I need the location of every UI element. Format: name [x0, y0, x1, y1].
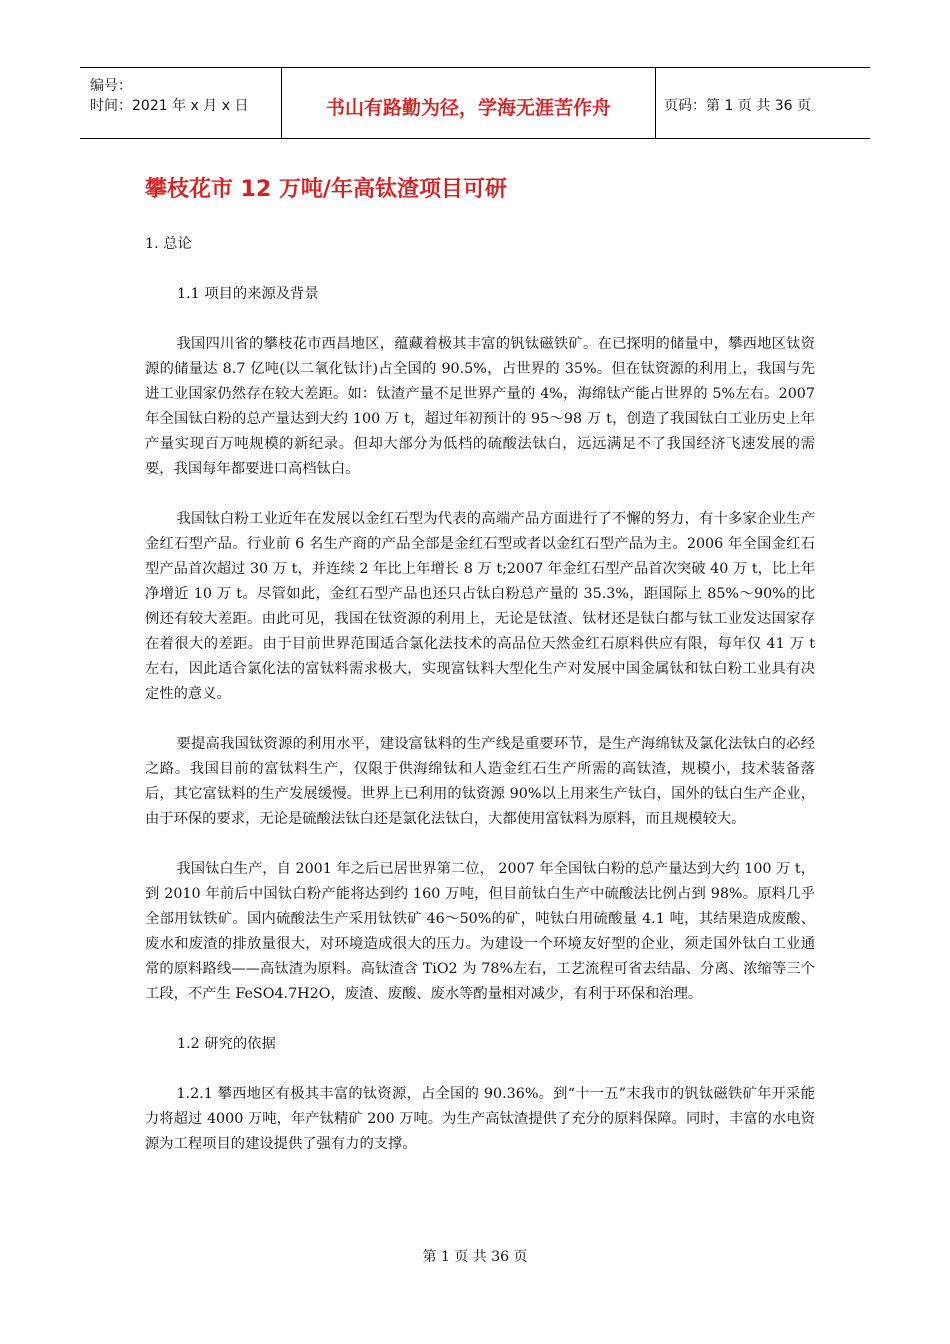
document-body [145, 232, 815, 1182]
paragraph: 我国钛白粉工业近年在发展以金红石型为代表的高端产品方面进行了不懈的努力，有十多家企业生产金红石型产品。行业前 6 名生产商的产品全部是金红石型或者以金红石型产品为主。2006 年全国金红石型产品首次超过 30 万 t，并连续 2 年比上年增长 8 万 t;2007 年金红石型产品首次突破 40 万 t，比上年净增近 10 万 t。尽管如此，金红石型产品也还只占钛白粉总产量的 35.3%，距国际上 85%～90%的比例还有较大差距。由此可见，我国在钛资源的利用上，无论是钛渣、钛材还是钛白都与钛工业发达国家存在着很大的差距。由于目前世界范围适合氯化法技术的高品位天然金红石原料供应有限，每年仅 41 万 t 左右，因此适合氯化法的富钛料需求极大，实现富钛料大型化生产对发展中国金属钛和钛白粉工业具有决定性的意义。 [145, 511, 815, 702]
time-label: 时间：2021 年 x 月 x 日 [90, 98, 249, 114]
section-heading-1-2: 1.2 研究的依据 [177, 1036, 276, 1052]
paragraph: 我国四川省的攀枝花市西昌地区，蕴藏着极其丰富的钒钛磁铁矿。在已探明的储量中，攀西地区钛资源的储量达 8.7 亿吨(以二氧化钛计)占全国的 90.5%，占世界的 35%。但在钛资源的利用上，我国与先进工业国家仍然存在较大差距。如：钛渣产量不足世界产量的 4%，海绵钛产能占世界的 5%左右。2007 年全国钛白粉的总产量达到大约 100 万 t，超过年初预计的 95～98 万 t，创造了我国钛白工业历史上年产量实现百万吨规模的新纪录。但却大部分为低档的硫酸法钛白，远远满足不了我国经济飞速发展的需要，我国每年都要进口高档钛白。 [145, 336, 815, 477]
document-header [80, 67, 870, 139]
paragraph: 1.2.1 攀西地区有极其丰富的钛资源，占全国的 90.36%。到“十一五”末我市的钒钛磁铁矿年开采能力将超过 4000 万吨，年产钛精矿 200 万吨。为生产高钛渣提供了充分的原料保障。同时，丰富的水电资源为工程项目的建设提供了强有力的支撑。 [145, 1086, 815, 1152]
header-meta [80, 68, 281, 138]
number-label: 编号： [90, 78, 132, 94]
page-footer: 第 1 页 共 36 页 [422, 1249, 528, 1265]
paragraph: 要提高我国钛资源的利用水平，建设富钛料的生产线是重要环节，是生产海绵钛及氯化法钛白的必经之路。我国目前的富钛料生产，仅限于供海绵钛和人造金红石生产所需的高钛渣，规模小，技术装备落后，其它富钛料的生产发展缓慢。世界上已利用的钛资源 90%以上用来生产钛白，国外的钛白生产企业，由于环保的要求，无论是硫酸法钛白还是氯化法钛白，大都使用富钛料为原料，而且规模较大。 [145, 736, 815, 827]
paragraph: 我国钛白生产，自 2001 年之后已居世界第二位， 2007 年全国钛白粉的总产量达到大约 100 万 t，到 2010 年前后中国钛白粉产能将达到约 160 万吨，但目前钛白生产中硫酸法比例占到 98%。原料几乎全部用钛铁矿。国内硫酸法生产采用钛铁矿 46～50%的矿，吨钛白用硫酸量 4.1 吨，其结果造成废酸、废水和废渣的排放量很大，对环境造成很大的压力。为建设一个环境友好型的企业，须走国外钛白工业通常的原料路线——高钛渣为原料。高钛渣含 TiO2 为 78%左右，工艺流程可省去结晶、分离、浓缩等三个工段，不产生 FeSO4.7H2O，废渣、废酸、废水等酌量相对减少，有利于环保和治理。 [145, 861, 815, 1002]
header-page-info: 页码：第 1 页 共 36 页 [664, 98, 811, 114]
section-heading-1: 1. 总论 [145, 236, 192, 252]
header-motto: 书山有路勤为径，学海无涯苦作舟 [281, 68, 656, 138]
section-heading-1-1: 1.1 项目的来源及背景 [177, 286, 319, 302]
document-title: 攀枝花市 12 万吨/年高钛渣项目可研 [145, 177, 507, 202]
